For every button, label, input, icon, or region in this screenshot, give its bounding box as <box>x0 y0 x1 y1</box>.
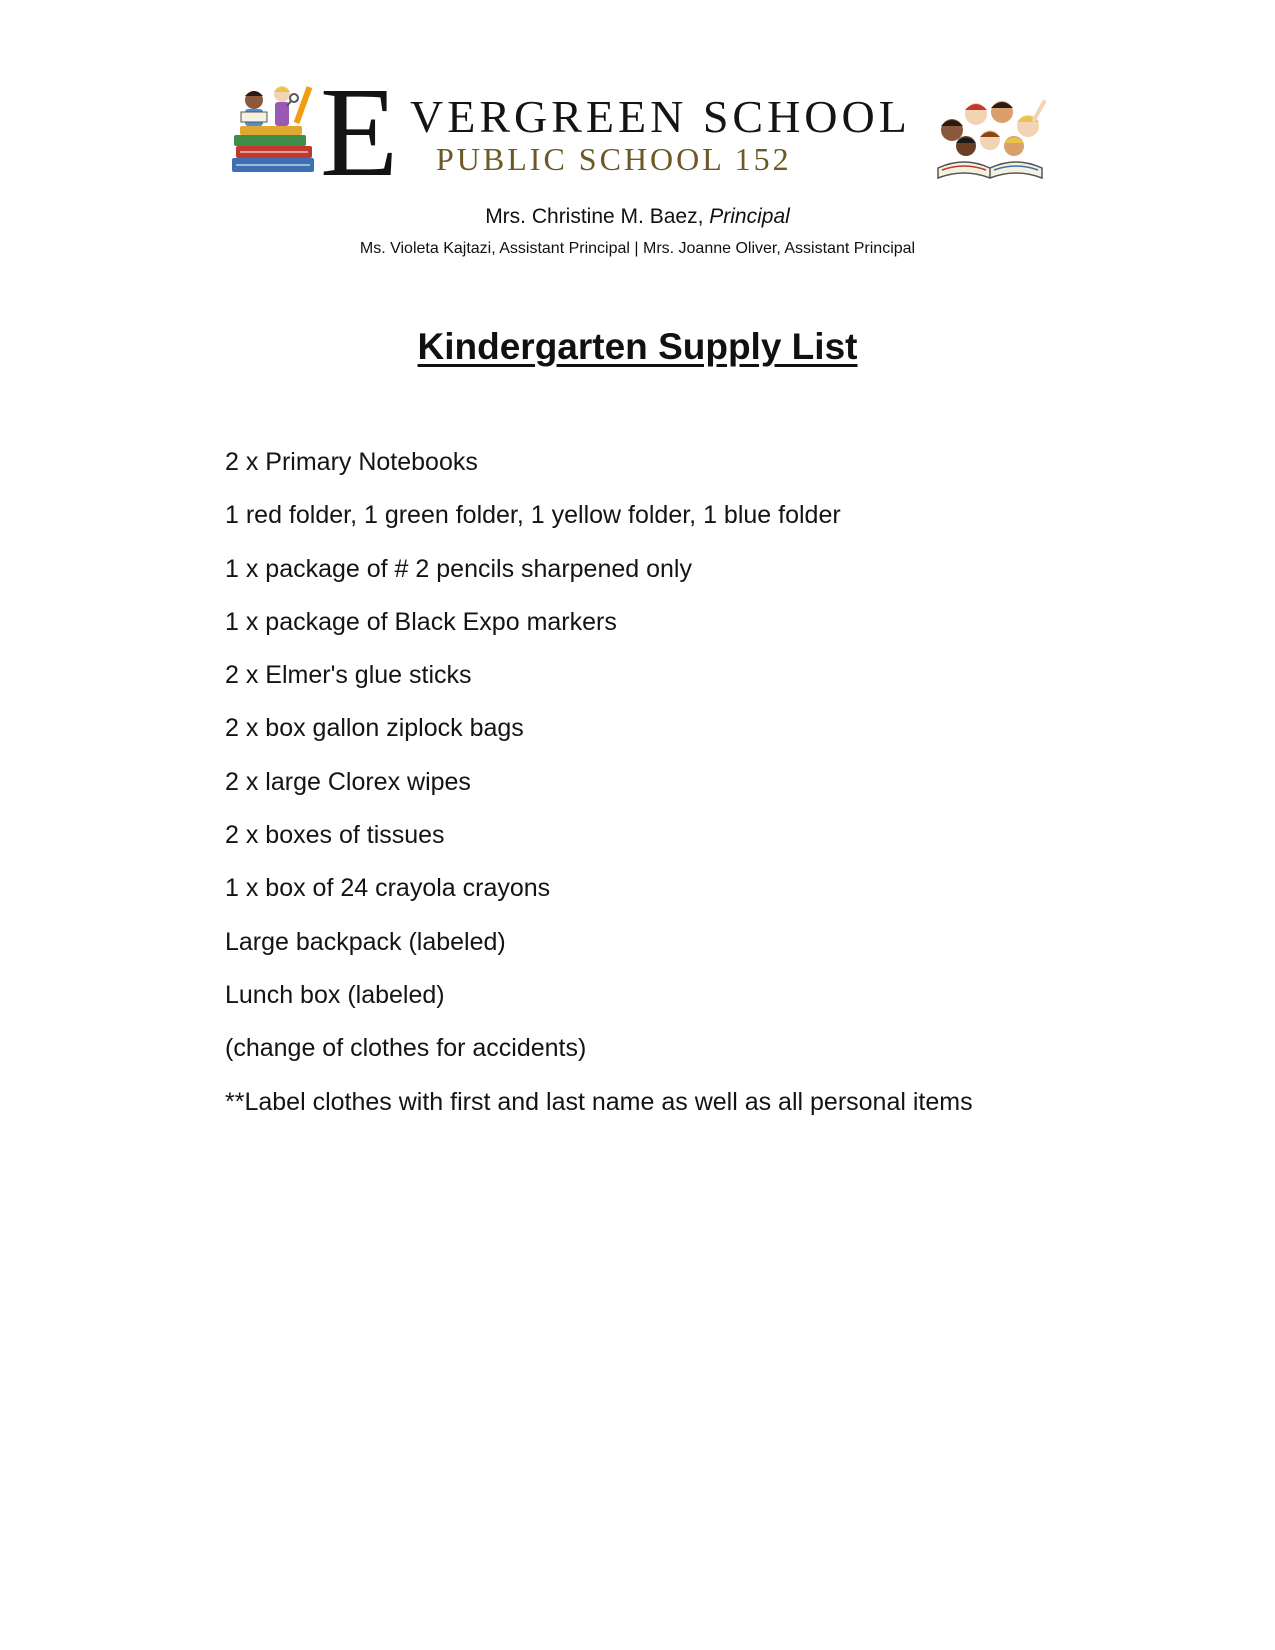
list-item: Lunch box (labeled) <box>225 980 445 1009</box>
principal-name: Mrs. Christine M. Baez, <box>485 205 710 228</box>
page-title: Kindergarten Supply List <box>417 326 858 367</box>
list-item: 2 x box gallon ziplock bags <box>225 714 524 743</box>
school-letterhead <box>230 61 1050 203</box>
list-item: 2 x Primary Notebooks <box>225 448 478 476</box>
logo-initial: E <box>320 61 399 203</box>
list-item: (change of clothes for accidents) <box>225 1034 587 1063</box>
children-reading-illustration-icon <box>930 90 1050 182</box>
list-item: 1 x box of 24 crayola crayons <box>225 874 551 903</box>
list-item-label-note: **Label clothes with first and last name as well as all personal items <box>225 1087 973 1116</box>
principal-line <box>0 205 1275 229</box>
list-item: 2 x boxes of tissues <box>225 821 445 850</box>
supply-list <box>225 436 1025 1129</box>
list-item: 2 x large Clorex wipes <box>225 767 471 796</box>
list-item: 1 x package of # 2 pencils sharpened only <box>225 554 692 583</box>
school-subtitle: PUBLIC SCHOOL 152 <box>436 141 792 177</box>
assistant-principals-line: Ms. Violeta Kajtazi, Assistant Principal | Mrs. Joanne Oliver, Assistant Principal <box>359 240 916 257</box>
list-item: Large backpack (labeled) <box>225 927 506 956</box>
kids-on-books-illustration-icon <box>230 80 324 178</box>
list-item: 2 x Elmer's glue sticks <box>225 661 472 690</box>
list-item: 1 x package of Black Expo markers <box>225 607 617 636</box>
principal-role: Principal <box>709 205 790 228</box>
list-item: 1 red folder, 1 green folder, 1 yellow folder, 1 blue folder <box>225 501 841 530</box>
school-name: VERGREEN SCHOOL <box>410 91 911 142</box>
